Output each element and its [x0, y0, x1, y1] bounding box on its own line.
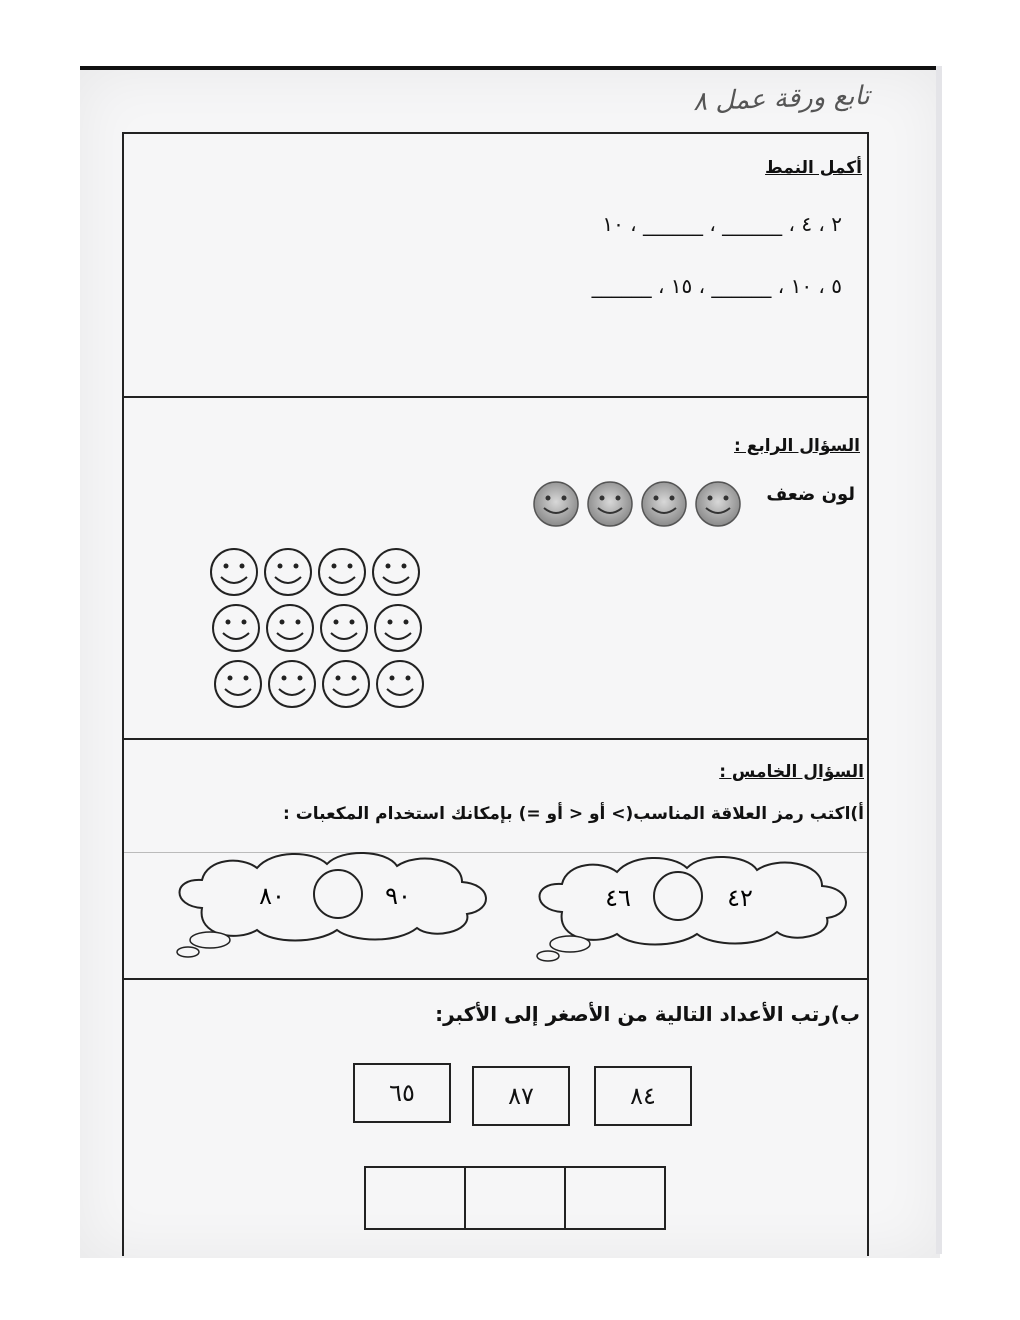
question-four-heading: السؤال الرابع :: [734, 436, 860, 456]
smiley-face-icon[interactable]: [215, 661, 261, 707]
smiley-face-icon[interactable]: [377, 661, 423, 707]
pattern-line-1: ٢ ، ٤ ، ______ ، ______ ، ١٠: [602, 212, 842, 236]
answer-box[interactable]: [564, 1166, 666, 1230]
pattern-line-2: ٥ ، ١٠ ، ______ ، ١٥ ، ______: [591, 274, 842, 298]
question-five-part-b: ب)رتب الأعداد التالية من الأصغر إلى الأكبر:: [435, 1002, 860, 1026]
smiley-face-icon[interactable]: [267, 605, 313, 651]
number-box: ٨٧: [472, 1066, 570, 1126]
smiley-face-icon[interactable]: [373, 549, 419, 595]
pattern-heading: أكمل النمط: [765, 158, 862, 178]
cloud-right-number-b: ٤٢: [727, 884, 753, 912]
answer-box[interactable]: [364, 1166, 466, 1230]
number-box: ٨٤: [594, 1066, 692, 1126]
shaded-face-icon: [696, 482, 740, 526]
cloud-left-number-a: ٨٠: [259, 882, 285, 910]
page-edge-shadow: [936, 66, 942, 1254]
comparison-answer-circle[interactable]: [314, 870, 362, 918]
comparison-cloud-right: [522, 852, 862, 968]
shaded-face-icon: [642, 482, 686, 526]
comparison-answer-circle[interactable]: [654, 872, 702, 920]
smiley-face-icon[interactable]: [211, 549, 257, 595]
number-box: ٦٥: [353, 1063, 451, 1123]
smiley-face-icon[interactable]: [269, 661, 315, 707]
smiley-face-icon[interactable]: [265, 549, 311, 595]
question-five-part-a: أ)اكتب رمز العلاقة المناسب(> أو < أو =) بإمكانك استخدام المكعبات :: [282, 804, 864, 824]
question-five-heading: السؤال الخامس :: [719, 762, 864, 782]
shaded-faces: [528, 476, 748, 536]
comparison-cloud-left: [162, 848, 502, 964]
shaded-face-icon: [534, 482, 578, 526]
cloud-right-number-a: ٤٦: [605, 884, 631, 912]
handwritten-title: تابع ورقة عمل ٨: [692, 80, 871, 118]
smiley-face-icon[interactable]: [213, 605, 259, 651]
smiley-face-icon[interactable]: [375, 605, 421, 651]
smiley-face-icon[interactable]: [321, 605, 367, 651]
smiley-grid[interactable]: [205, 544, 427, 714]
smiley-face-icon[interactable]: [323, 661, 369, 707]
shaded-face-icon: [588, 482, 632, 526]
cloud-left-number-b: ٩٠: [385, 882, 411, 910]
answer-box[interactable]: [464, 1166, 566, 1230]
smiley-face-icon[interactable]: [319, 549, 365, 595]
question-four-instruction: لون ضعف: [766, 484, 855, 505]
pattern-section: [122, 132, 869, 398]
